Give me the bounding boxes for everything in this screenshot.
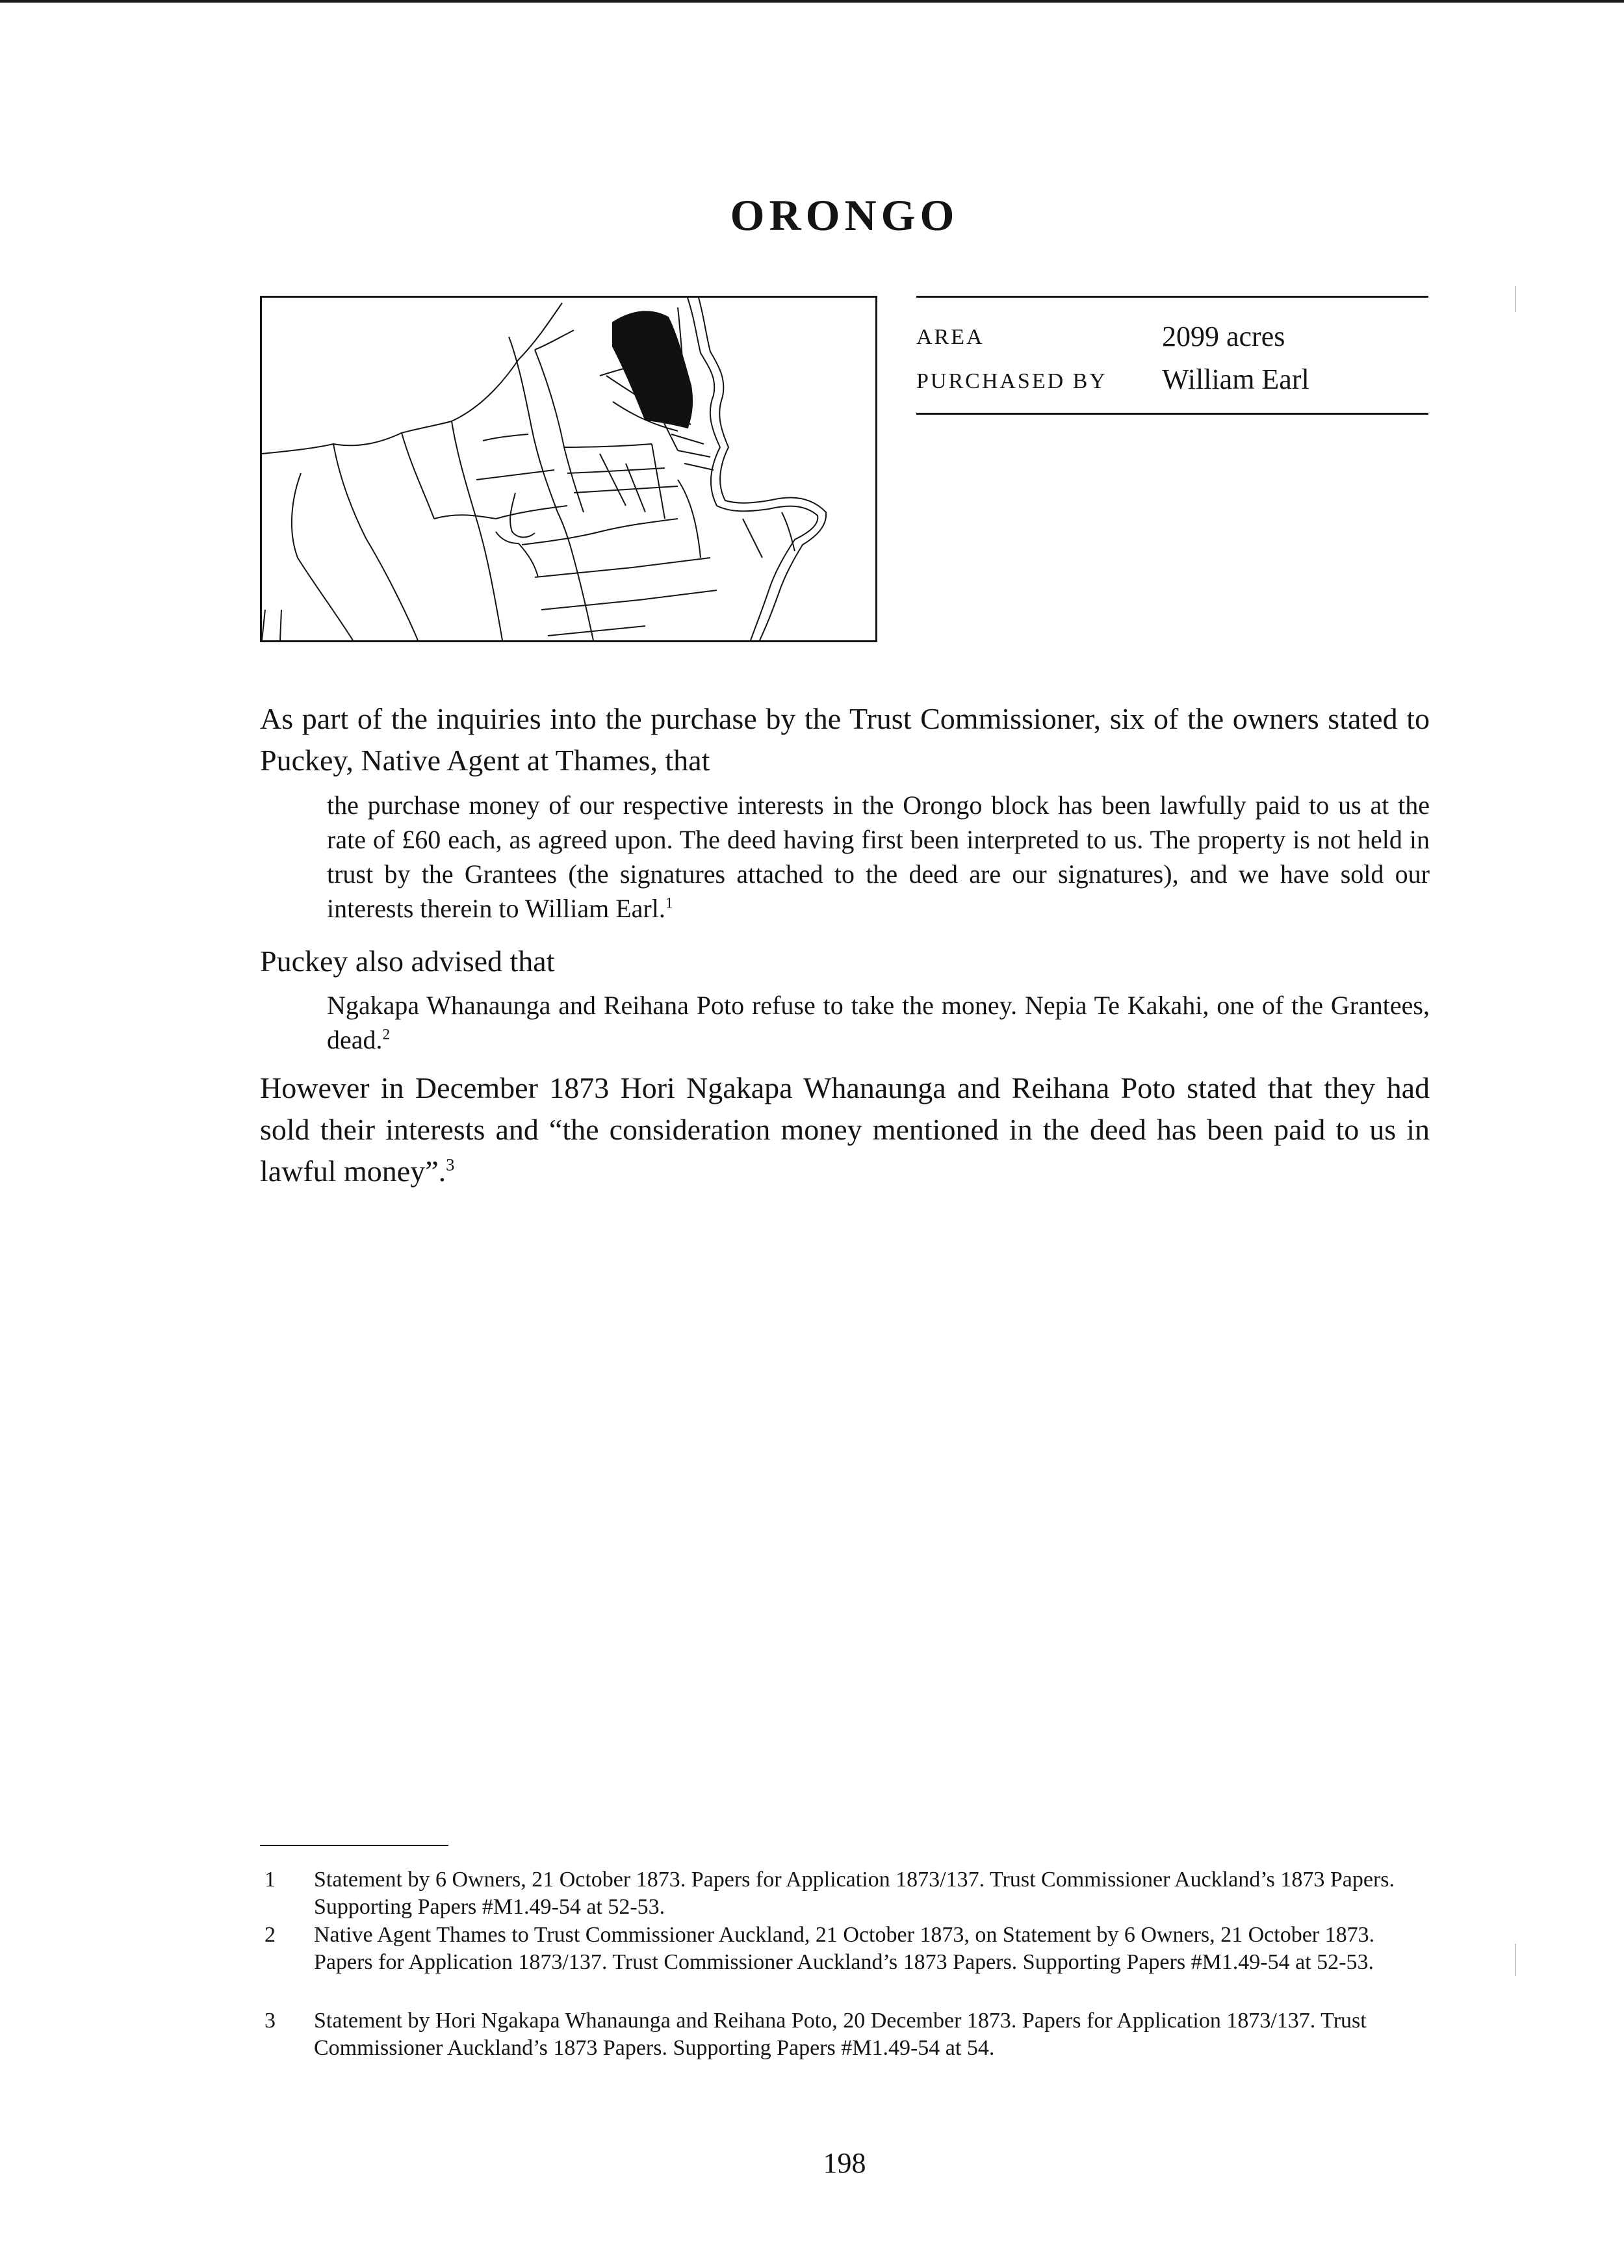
block-quote-1-text: the purchase money of our respective interests in the Orongo block has been lawfully paid to us at the rate of £60 each, as agreed upon. The deed having first been interpreted to us. The property is not held in trust by the Grantees (the signatures attached to the deed are our signatures), and we have sold our interests therein to William Earl. — [327, 790, 1430, 923]
block-location-map — [260, 296, 877, 642]
area-value: 2099 acres — [1162, 320, 1285, 352]
page-number: 198 — [823, 2147, 866, 2179]
page-top-rule — [0, 0, 1624, 3]
body-paragraph-2 — [260, 941, 1430, 982]
body-paragraph-3-text: However in December 1873 Hori Ngakapa Whanaunga and Reihana Poto stated that they had sold their interests and “the consideration money mentioned in the deed has been paid to us in lawful money”. — [260, 1071, 1430, 1188]
footnote-ref-3: 3 — [446, 1154, 455, 1175]
footnote-text: Native Agent Thames to Trust Commissioner Auckland, 21 October 1873, on Statement by 6 Owners, 21 October 1873. Papers for Application 1873/137. Trust Commissioner Auckland’s 1873 Papers. Supporting Papers #M1.49-54 at 52-53. — [314, 1923, 1375, 1974]
body-paragraph-1-text: As part of the inquiries into the purchase by the Trust Commissioner, six of the owners stated to Puckey, Native Agent at Thames, that — [260, 702, 1430, 777]
block-quote-2-text: Ngakapa Whanaunga and Reihana Poto refuse to take the money. Nepia Te Kakahi, one of the Grantees, dead. — [327, 991, 1430, 1054]
footnote-text: Statement by Hori Ngakapa Whanaunga and Reihana Poto, 20 December 1873. Papers for Application 1873/137. Trust Commissioner Auckland’s 1873 Papers. Supporting Papers #M1.49-54 at 54. — [314, 2009, 1367, 2060]
scan-edge-mark — [1515, 286, 1516, 312]
body-paragraph-1 — [260, 698, 1430, 781]
footnote-number: 1 — [264, 1868, 276, 1892]
body-paragraph-2-text: Puckey also advised that — [260, 945, 555, 978]
footnote-number: 3 — [264, 2009, 276, 2033]
footnote-ref-2: 2 — [382, 1026, 391, 1043]
area-label: AREA — [916, 325, 985, 349]
block-quote-1 — [327, 788, 1430, 926]
purchased-by-value: William Earl — [1162, 363, 1309, 395]
page-title: ORONGO — [730, 190, 959, 240]
footnote-text: Statement by 6 Owners, 21 October 1873. Papers for Application 1873/137. Trust Commissioner Auckland’s 1873 Papers. Supporting Papers #M1.49-54 at 52-53. — [314, 1868, 1395, 1919]
block-quote-2 — [327, 988, 1430, 1057]
footnote-separator — [260, 1845, 448, 1846]
body-paragraph-3 — [260, 1067, 1430, 1192]
land-block-map-icon — [262, 298, 875, 640]
block-info-table — [916, 296, 1428, 415]
footnote-number: 2 — [264, 1923, 276, 1947]
purchased-by-label: PURCHASED BY — [916, 369, 1107, 393]
footnote-ref-1: 1 — [665, 894, 673, 912]
scan-edge-mark — [1515, 1944, 1516, 1976]
